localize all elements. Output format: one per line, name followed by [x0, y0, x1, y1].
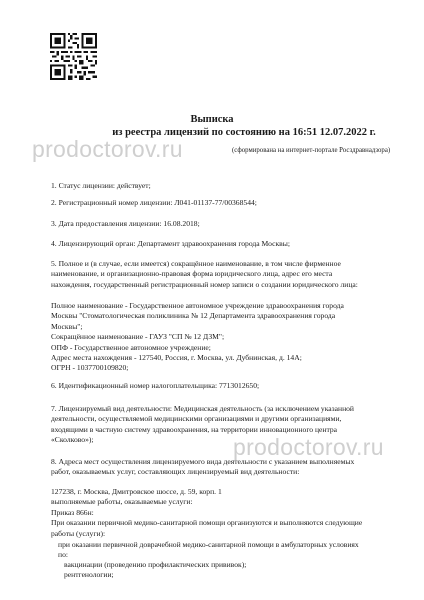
services-list: вакцинации (проведению профилактических прививок); рентгенологии; [64, 560, 247, 580]
qr-code [50, 33, 97, 80]
services-intro: при оказании первичной доврачебной медико-санитарной помощи в амбулаторных условиях по: [58, 540, 359, 560]
document-title: Выписка [190, 114, 234, 125]
watermark-bottom: prodoctorov.ru [233, 434, 384, 460]
item-activity: 7. Лицензируемый вид деятельности: Медицинская деятельность (за исключением указанной деятельности, осуществляемой медицинскими организациями и другими организациями, входящими в частную систему здравоохранения, на территории инновационного центра «Сколково»); [51, 404, 354, 445]
item-inn: 6. Идентификационный номер налогоплательщика: 7713012650; [51, 381, 260, 390]
item-addresses-header: 8. Адреса мест осуществления лицензируемого вида деятельности с указанием выполняемых работ, оказываемых услуг, составляющих лицензируемый вид деятельности: [51, 457, 355, 477]
item-authority: 4. Лицензирующий орган: Департамент здравоохранения города Москвы; [51, 239, 290, 248]
item-registration-number: 2. Регистрационный номер лицензии: Л041-01137-77/00368544; [51, 198, 257, 207]
item-date: 3. Дата предоставления лицензии: 16.08.2018; [51, 219, 200, 228]
document-subtitle: из реестра лицензий по состоянию на 16:51 12.07.2022 г. [112, 127, 376, 138]
item-status: 1. Статус лицензии: действует; [51, 181, 151, 190]
address-block: 127238, г. Москва, Дмитровское шоссе, д. 59, корп. 1 выполняемые работы, оказываемые услуги: Приказ 866н: При оказании первичной медико-санитарной помощи организуются и выполняются следующие работы (услуги): [51, 487, 363, 538]
item-names-details: Полное наименование - Государственное автономное учреждение здравоохранения города Москвы "Стоматологическая поликлиника № 12 Департамента здравоохранения города Москвы"; Сокращённое наименование - ГАУЗ "СП № 12 ДЗМ"; ОПФ - Государственное автономное учреждение; Адрес места нахождения - 127540, Россия, г. Москва, ул. Дубнинская, д. 14А; ОГРН - 1037700109820; [51, 301, 344, 373]
item-names-header: 5. Полное и (в случае, если имеется) сокращённое наименование, в том числе фирменное наименование, и организационно-правовая форма юридического лица, адрес его места нахождения, государственный регистрационный номер записи о создании юридического лица: [51, 259, 358, 289]
watermark-top: prodoctorov.ru [32, 136, 183, 162]
document-source-note: (сформирована на интернет-портале Росздравнадзора) [232, 147, 391, 154]
